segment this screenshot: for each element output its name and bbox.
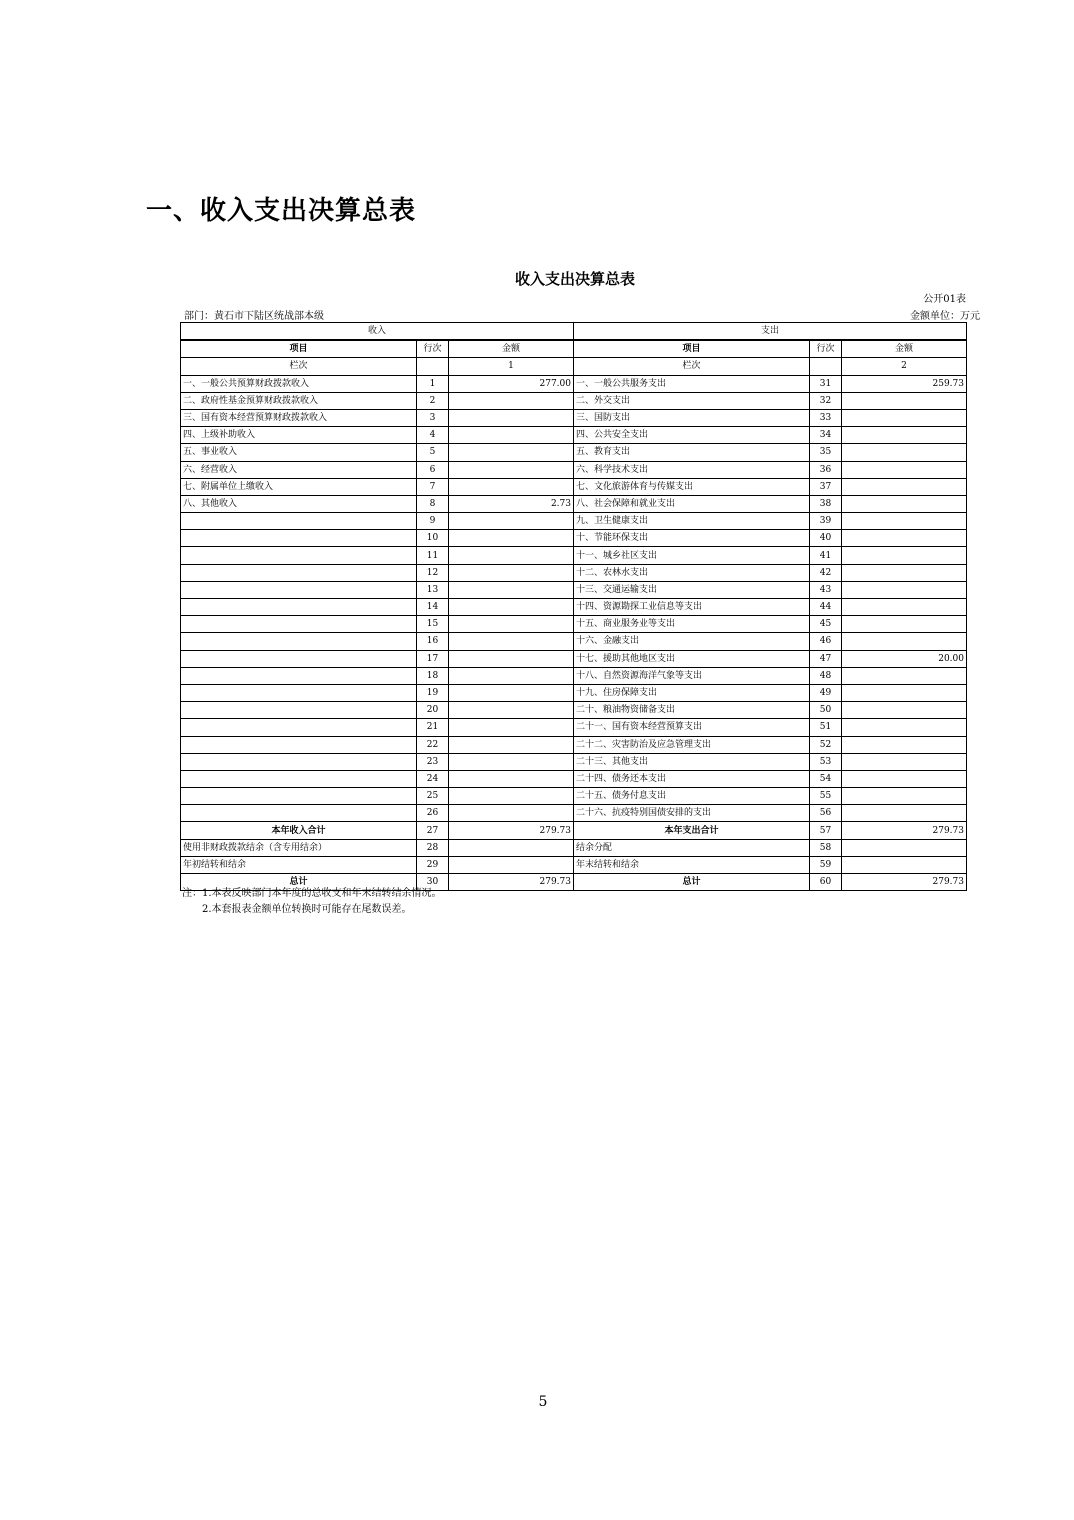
- expense-amount-cell: 279.73: [842, 822, 967, 839]
- table-row: [181, 822, 967, 839]
- income-line-cell: 8: [417, 495, 449, 512]
- expense-amount-cell: [842, 461, 967, 478]
- expense-item-cell: 四、公共安全支出: [574, 427, 810, 444]
- expense-item-cell: 年末结转和结余: [574, 856, 810, 873]
- expense-item-cell: 六、科学技术支出: [574, 461, 810, 478]
- expense-item-cell: 十五、商业服务业等支出: [574, 616, 810, 633]
- income-item-cell: [181, 547, 417, 564]
- income-line-cell: 24: [417, 770, 449, 787]
- expense-lanci-col: 2: [842, 358, 967, 375]
- expense-amount-cell: [842, 427, 967, 444]
- expense-amount-header: 金额: [842, 340, 967, 358]
- table-row: [181, 736, 967, 753]
- expense-amount-cell: 279.73: [842, 874, 967, 891]
- income-item-cell: [181, 702, 417, 719]
- column-header-row: [181, 340, 967, 358]
- table-row: [181, 856, 967, 873]
- expense-line-cell: 60: [810, 874, 842, 891]
- expense-item-cell: 二十、粮油物资储备支出: [574, 702, 810, 719]
- income-line-cell: 12: [417, 564, 449, 581]
- expense-amount-cell: [842, 667, 967, 684]
- income-amount-cell: [449, 702, 574, 719]
- income-amount-cell: [449, 547, 574, 564]
- income-line-cell: 20: [417, 702, 449, 719]
- expense-item-cell: 三、国防支出: [574, 409, 810, 426]
- income-amount-cell: [449, 461, 574, 478]
- table-row: [181, 702, 967, 719]
- income-item-cell: [181, 633, 417, 650]
- expense-amount-cell: [842, 702, 967, 719]
- table-row: [181, 495, 967, 512]
- note-2: 2.本套报表金额单位转换时可能存在尾数误差。: [202, 904, 412, 915]
- table-row: [181, 616, 967, 633]
- expense-line-header: 行次: [810, 340, 842, 358]
- income-line-cell: 6: [417, 461, 449, 478]
- expense-item-cell: 二十六、抗疫特别国债安排的支出: [574, 805, 810, 822]
- income-item-cell: [181, 788, 417, 805]
- expense-item-cell: 十八、自然资源海洋气象等支出: [574, 667, 810, 684]
- table-row: [181, 427, 967, 444]
- income-item-cell: 年初结转和结余: [181, 856, 417, 873]
- table-row: [181, 839, 967, 856]
- income-line-cell: 30: [417, 874, 449, 891]
- income-item-cell: [181, 770, 417, 787]
- expense-line-cell: 49: [810, 684, 842, 701]
- expense-amount-cell: [842, 839, 967, 856]
- table-row: [181, 719, 967, 736]
- income-amount-cell: [449, 839, 574, 856]
- income-item-cell: 五、事业收入: [181, 444, 417, 461]
- expense-amount-cell: [842, 616, 967, 633]
- income-amount-cell: [449, 427, 574, 444]
- income-amount-cell: [449, 684, 574, 701]
- expense-item-cell: 二、外交支出: [574, 392, 810, 409]
- income-amount-cell: [449, 788, 574, 805]
- expense-item-cell: 一、一般公共服务支出: [574, 375, 810, 392]
- income-item-cell: 本年收入合计: [181, 822, 417, 839]
- income-item-cell: 三、国有资本经营预算财政拨款收入: [181, 409, 417, 426]
- expense-item-cell: 二十一、国有资本经营预算支出: [574, 719, 810, 736]
- table-row: [181, 770, 967, 787]
- note-1: 注：1.本表反映部门本年度的总收支和年末结转结余情况。: [182, 888, 442, 899]
- expense-amount-cell: [842, 719, 967, 736]
- expense-item-cell: 十、节能环保支出: [574, 530, 810, 547]
- expense-line-cell: 50: [810, 702, 842, 719]
- income-item-cell: [181, 530, 417, 547]
- income-lanci-line: [417, 358, 449, 375]
- expense-line-cell: 41: [810, 547, 842, 564]
- table-row: [181, 409, 967, 426]
- income-item-cell: [181, 805, 417, 822]
- income-item-cell: [181, 667, 417, 684]
- expense-line-cell: 36: [810, 461, 842, 478]
- expense-section-header: 支出: [574, 323, 967, 341]
- expense-amount-cell: [842, 564, 967, 581]
- income-item-cell: 八、其他收入: [181, 495, 417, 512]
- expense-item-cell: 九、卫生健康支出: [574, 513, 810, 530]
- expense-lanci-label: 栏次: [574, 358, 810, 375]
- income-line-cell: 15: [417, 616, 449, 633]
- income-line-cell: 2: [417, 392, 449, 409]
- income-line-cell: 18: [417, 667, 449, 684]
- budget-table: [180, 322, 967, 891]
- table-row: [181, 581, 967, 598]
- expense-item-header: 项目: [574, 340, 810, 358]
- expense-line-cell: 55: [810, 788, 842, 805]
- table-row: [181, 650, 967, 667]
- expense-line-cell: 52: [810, 736, 842, 753]
- expense-line-cell: 45: [810, 616, 842, 633]
- income-line-cell: 25: [417, 788, 449, 805]
- expense-line-cell: 42: [810, 564, 842, 581]
- expense-amount-cell: [842, 444, 967, 461]
- income-item-cell: 使用非财政拨款结余（含专用结余）: [181, 839, 417, 856]
- expense-item-cell: 七、文化旅游体育与传媒支出: [574, 478, 810, 495]
- income-line-cell: 19: [417, 684, 449, 701]
- income-item-cell: [181, 650, 417, 667]
- income-line-cell: 17: [417, 650, 449, 667]
- income-line-cell: 21: [417, 719, 449, 736]
- income-line-cell: 4: [417, 427, 449, 444]
- table-row: [181, 530, 967, 547]
- income-amount-cell: 279.73: [449, 822, 574, 839]
- notes: [182, 886, 442, 918]
- expense-line-cell: 35: [810, 444, 842, 461]
- income-amount-cell: [449, 599, 574, 616]
- expense-item-cell: 五、教育支出: [574, 444, 810, 461]
- expense-item-cell: 结余分配: [574, 839, 810, 856]
- expense-item-cell: 二十四、债务还本支出: [574, 770, 810, 787]
- income-amount-cell: 2.73: [449, 495, 574, 512]
- expense-line-cell: 53: [810, 753, 842, 770]
- income-line-cell: 22: [417, 736, 449, 753]
- income-amount-cell: [449, 650, 574, 667]
- expense-line-cell: 59: [810, 856, 842, 873]
- expense-line-cell: 46: [810, 633, 842, 650]
- table-row: [181, 633, 967, 650]
- expense-amount-cell: [842, 788, 967, 805]
- income-amount-cell: [449, 736, 574, 753]
- expense-amount-cell: [842, 753, 967, 770]
- income-section-header: 收入: [181, 323, 574, 341]
- income-lanci-col: 1: [449, 358, 574, 375]
- income-item-cell: [181, 581, 417, 598]
- expense-line-cell: 47: [810, 650, 842, 667]
- lanci-row: [181, 358, 967, 375]
- expense-line-cell: 54: [810, 770, 842, 787]
- unit-label: 金额单位：万元: [910, 311, 980, 322]
- income-line-cell: 16: [417, 633, 449, 650]
- expense-amount-cell: 259.73: [842, 375, 967, 392]
- income-item-cell: 二、政府性基金预算财政拨款收入: [181, 392, 417, 409]
- income-amount-cell: [449, 805, 574, 822]
- income-item-cell: [181, 564, 417, 581]
- income-amount-cell: [449, 409, 574, 426]
- expense-amount-cell: 20.00: [842, 650, 967, 667]
- income-item-cell: 四、上级补助收入: [181, 427, 417, 444]
- income-amount-cell: [449, 633, 574, 650]
- expense-amount-cell: [842, 392, 967, 409]
- expense-amount-cell: [842, 581, 967, 598]
- income-item-cell: [181, 719, 417, 736]
- expense-line-cell: 40: [810, 530, 842, 547]
- expense-line-cell: 43: [810, 581, 842, 598]
- expense-amount-cell: [842, 599, 967, 616]
- expense-line-cell: 38: [810, 495, 842, 512]
- income-line-cell: 1: [417, 375, 449, 392]
- income-line-header: 行次: [417, 340, 449, 358]
- expense-line-cell: 34: [810, 427, 842, 444]
- expense-amount-cell: [842, 770, 967, 787]
- table-row: [181, 667, 967, 684]
- income-item-header: 项目: [181, 340, 417, 358]
- expense-amount-cell: [842, 478, 967, 495]
- department-label: 部门：黄石市下陆区统战部本级: [184, 311, 324, 322]
- income-amount-cell: [449, 770, 574, 787]
- expense-item-cell: 二十五、债务付息支出: [574, 788, 810, 805]
- expense-amount-cell: [842, 530, 967, 547]
- expense-lanci-line: [810, 358, 842, 375]
- income-item-cell: [181, 599, 417, 616]
- expense-amount-cell: [842, 495, 967, 512]
- income-amount-cell: [449, 719, 574, 736]
- income-item-cell: 一、一般公共预算财政拨款收入: [181, 375, 417, 392]
- income-line-cell: 29: [417, 856, 449, 873]
- income-line-cell: 3: [417, 409, 449, 426]
- expense-item-cell: 十四、资源勘探工业信息等支出: [574, 599, 810, 616]
- expense-line-cell: 39: [810, 513, 842, 530]
- income-item-cell: 总计: [181, 874, 417, 891]
- table-row: [181, 599, 967, 616]
- page-number: 5: [538, 1394, 548, 1410]
- expense-item-cell: 总计: [574, 874, 810, 891]
- table-row: [181, 375, 967, 392]
- expense-line-cell: 37: [810, 478, 842, 495]
- expense-line-cell: 44: [810, 599, 842, 616]
- income-item-cell: [181, 736, 417, 753]
- income-item-cell: 七、附属单位上缴收入: [181, 478, 417, 495]
- income-line-cell: 10: [417, 530, 449, 547]
- income-line-cell: 14: [417, 599, 449, 616]
- expense-amount-cell: [842, 805, 967, 822]
- table-row: [181, 788, 967, 805]
- expense-item-cell: 十二、农林水支出: [574, 564, 810, 581]
- income-item-cell: 六、经营收入: [181, 461, 417, 478]
- table-row: [181, 444, 967, 461]
- expense-amount-cell: [842, 736, 967, 753]
- income-line-cell: 27: [417, 822, 449, 839]
- table-row: [181, 392, 967, 409]
- income-amount-cell: [449, 616, 574, 633]
- section-header-row: [181, 323, 967, 341]
- expense-line-cell: 57: [810, 822, 842, 839]
- expense-item-cell: 十七、援助其他地区支出: [574, 650, 810, 667]
- income-amount-cell: 279.73: [449, 874, 574, 891]
- income-line-cell: 23: [417, 753, 449, 770]
- table-body: [181, 375, 967, 891]
- income-amount-cell: [449, 478, 574, 495]
- table-row: [181, 461, 967, 478]
- expense-item-cell: 本年支出合计: [574, 822, 810, 839]
- table-row: [181, 684, 967, 701]
- income-amount-cell: [449, 753, 574, 770]
- income-lanci-label: 栏次: [181, 358, 417, 375]
- expense-amount-cell: [842, 856, 967, 873]
- income-amount-cell: 277.00: [449, 375, 574, 392]
- income-amount-cell: [449, 392, 574, 409]
- expense-item-cell: 八、社会保障和就业支出: [574, 495, 810, 512]
- income-amount-cell: [449, 581, 574, 598]
- income-item-cell: [181, 513, 417, 530]
- income-line-cell: 11: [417, 547, 449, 564]
- income-amount-cell: [449, 530, 574, 547]
- table-row: [181, 805, 967, 822]
- expense-amount-cell: [842, 633, 967, 650]
- income-line-cell: 28: [417, 839, 449, 856]
- expense-line-cell: 58: [810, 839, 842, 856]
- expense-amount-cell: [842, 684, 967, 701]
- table-title: 收入支出决算总表: [514, 270, 635, 288]
- expense-line-cell: 33: [810, 409, 842, 426]
- expense-amount-cell: [842, 513, 967, 530]
- income-amount-cell: [449, 444, 574, 461]
- income-amount-cell: [449, 513, 574, 530]
- expense-item-cell: 十一、城乡社区支出: [574, 547, 810, 564]
- table-row: [181, 513, 967, 530]
- table-row: [181, 478, 967, 495]
- expense-item-cell: 二十三、其他支出: [574, 753, 810, 770]
- form-number: 公开01表: [923, 294, 966, 305]
- expense-item-cell: 十九、住房保障支出: [574, 684, 810, 701]
- expense-line-cell: 51: [810, 719, 842, 736]
- expense-item-cell: 十六、金融支出: [574, 633, 810, 650]
- expense-line-cell: 56: [810, 805, 842, 822]
- expense-line-cell: 32: [810, 392, 842, 409]
- table-row: [181, 753, 967, 770]
- expense-line-cell: 31: [810, 375, 842, 392]
- page-heading: 一、收入支出决算总表: [146, 196, 417, 226]
- expense-item-cell: 二十二、灾害防治及应急管理支出: [574, 736, 810, 753]
- income-amount-cell: [449, 564, 574, 581]
- income-line-cell: 13: [417, 581, 449, 598]
- income-item-cell: [181, 753, 417, 770]
- expense-line-cell: 48: [810, 667, 842, 684]
- income-line-cell: 26: [417, 805, 449, 822]
- table-row: [181, 564, 967, 581]
- income-line-cell: 9: [417, 513, 449, 530]
- expense-amount-cell: [842, 547, 967, 564]
- income-item-cell: [181, 684, 417, 701]
- income-line-cell: 7: [417, 478, 449, 495]
- expense-amount-cell: [842, 409, 967, 426]
- income-item-cell: [181, 616, 417, 633]
- table-row: [181, 547, 967, 564]
- income-amount-cell: [449, 667, 574, 684]
- income-amount-header: 金额: [449, 340, 574, 358]
- income-line-cell: 5: [417, 444, 449, 461]
- expense-item-cell: 十三、交通运输支出: [574, 581, 810, 598]
- income-amount-cell: [449, 856, 574, 873]
